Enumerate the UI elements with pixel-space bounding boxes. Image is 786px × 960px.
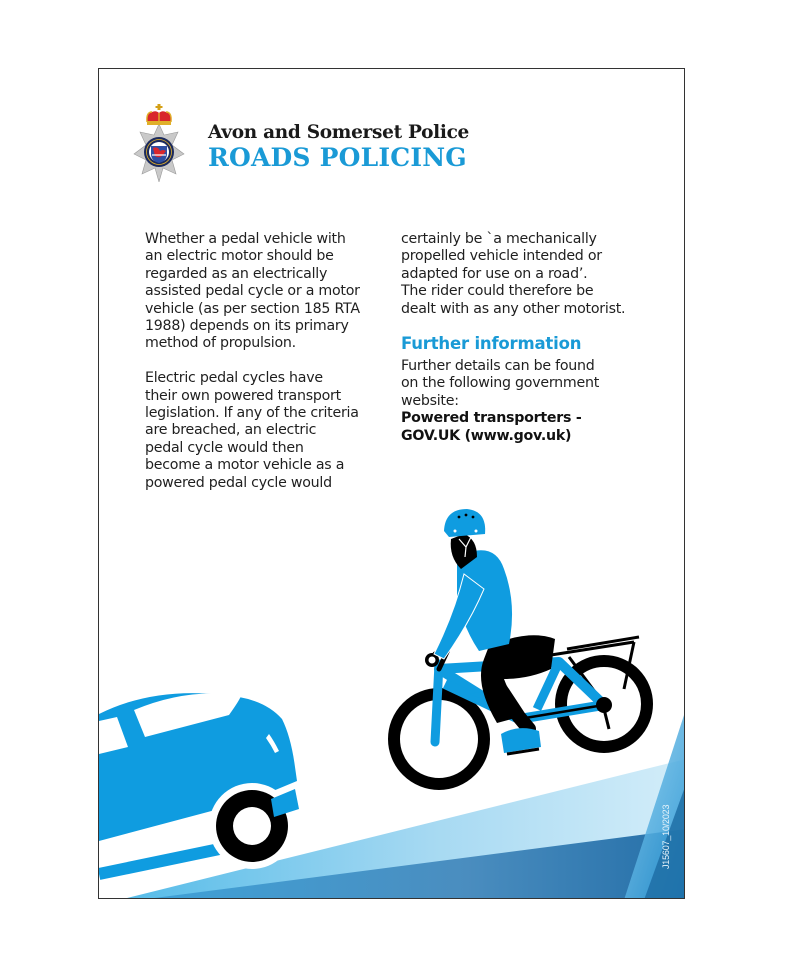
car-graphic [99, 693, 299, 874]
paragraph-propulsion: Whether a pedal vehicle with an electric motor should be regarded as an electrically assisted pedal cycle or a motor vehicle (as per section 185 RTA 1988) depends on its primary method of propulsion. [145, 231, 360, 352]
cyclist-graphic [394, 509, 647, 784]
organisation-name: Avon and Somerset Police [208, 122, 470, 143]
leaflet-page [98, 68, 685, 899]
further-information-text: Further details can be found on the following government website: [401, 358, 600, 409]
gov-uk-link[interactable]: Powered transporters - GOV.UK (www.gov.uk) [401, 410, 582, 444]
department-title: ROADS POLICING [208, 143, 467, 172]
further-information-heading: Further information [401, 334, 582, 354]
illustration [99, 69, 685, 899]
paragraph-motorist: certainly be `a mechanically propelled vehicle intended or adapted for use on a road’. The rider could therefore be dealt with as any other motorist. [401, 231, 626, 317]
paragraph-legislation: Electric pedal cycles have their own powered transport legislation. If any of the criteria are breached, an electric pedal cycle would then become a motor vehicle as a powered pedal cycle would [145, 370, 359, 491]
reference-code: J15607_10/2023 [661, 804, 671, 869]
